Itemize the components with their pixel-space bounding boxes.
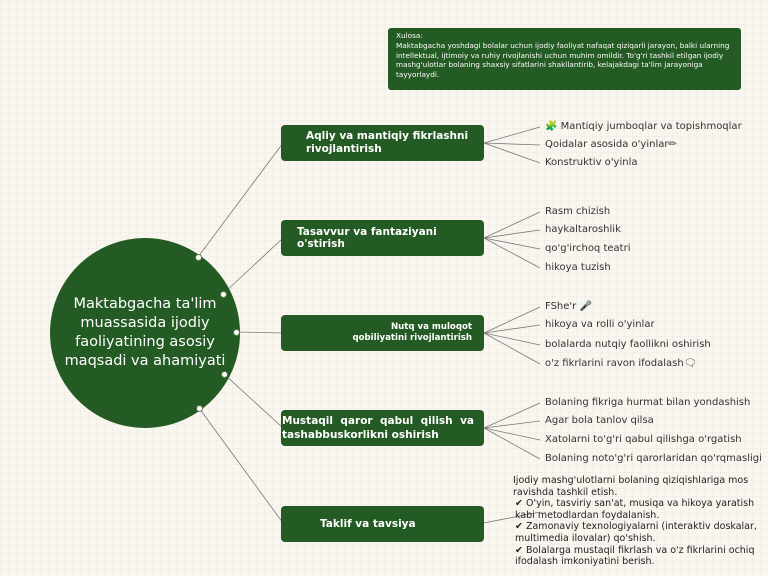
branch-node-recommendations[interactable] — [281, 506, 484, 542]
leaf-item[interactable]: Bolaning noto'g'ri qarorlaridan qo'rqmasligi — [545, 453, 762, 464]
branch-node-speech[interactable] — [281, 315, 484, 351]
connector-b1-leaf — [484, 143, 540, 145]
leaf-item[interactable]: Konstruktiv o'yinla — [545, 157, 638, 168]
branch-label: Nutq va muloqot qobiliyatini rivojlantirish — [352, 322, 472, 343]
recommendation-line: ✔ O'yin, tasviriy san'at, musiqa va hikoya yaratish kabi metodlardan foydalanish. — [515, 498, 755, 521]
summary-box[interactable] — [388, 28, 741, 90]
leaf-item[interactable]: 🧩 Mantiqiy jumboqlar va topishmoqlar — [545, 121, 742, 132]
summary-label: Xulosa: — [396, 31, 423, 40]
connector-b4-leaf — [484, 428, 540, 440]
connector-b3-leaf — [484, 333, 540, 345]
branch-label: Taklif va tavsiya — [320, 518, 416, 530]
connector-b1-leaf — [484, 127, 540, 143]
connector-root-b5 — [199, 408, 283, 523]
connector-b1-leaf — [484, 143, 540, 163]
root-connector-dot — [221, 371, 228, 378]
branch-node-imagination[interactable] — [281, 220, 484, 256]
root-connector-dot — [195, 254, 202, 261]
recommendation-line: ✔ Zamonaviy texnologiyalarni (interaktiv doskalar, multimedia ilovalar) qo'shish. — [515, 521, 757, 544]
recommendation-line: Ijodiy mashg'ulotlarni bolaning qiziqishlariga mos ravishda tashkil etish. — [513, 475, 749, 498]
branch-label: Tasavvur va fantaziyani o'stirish — [297, 226, 437, 250]
connector-b4-leaf — [484, 428, 540, 459]
root-node[interactable] — [50, 238, 240, 428]
connector-root-b4 — [224, 374, 283, 428]
leaf-item[interactable]: o'z fikrlarini ravon ifodalash🗨 — [545, 358, 697, 369]
leaf-item[interactable]: hikoya tuzish — [545, 262, 611, 273]
recommendations-text[interactable] — [513, 475, 763, 568]
leaf-item[interactable]: hikoya va rolli o'yinlar — [545, 319, 655, 330]
connector-b2-leaf — [484, 238, 540, 249]
connector-root-b3 — [236, 332, 283, 333]
branch-node-thinking[interactable] — [281, 125, 484, 161]
connector-b3-leaf — [484, 333, 540, 364]
leaf-item[interactable]: bolalarda nutqiy faollikni oshirish — [545, 339, 711, 350]
root-connector-dot — [233, 329, 240, 336]
root-title: Maktabgacha ta'lim muassasida ijodiy faoliyatining asosiy maqsadi va ahamiyati — [64, 296, 226, 369]
leaf-item[interactable]: Agar bola tanlov qilsa — [545, 415, 654, 426]
root-connector-dot — [220, 291, 227, 298]
branch-node-decision[interactable] — [281, 410, 484, 446]
leaf-item[interactable]: qo'g'irchoq teatri — [545, 243, 631, 254]
leaf-item[interactable]: haykaltaroshlik — [545, 224, 621, 235]
root-connector-dot — [196, 405, 203, 412]
recommendation-line: ✔ Bolalarga mustaqil fikrlash va o'z fikrlarini ochiq ifodalash imkoniyatini berish. — [515, 544, 755, 568]
leaf-item[interactable]: Rasm chizish — [545, 206, 611, 217]
leaf-item[interactable]: Xatolarni to'g'ri qabul qilishga o'rgatish — [545, 434, 742, 445]
leaf-item[interactable]: Qoidalar asosida o'yinlar✏ — [545, 139, 677, 150]
leaf-item[interactable]: FShe'r 🎤 — [545, 301, 592, 312]
branch-label: Aqliy va mantiqiy fikrlashni rivojlantirish — [306, 130, 469, 155]
connector-b2-leaf — [484, 238, 540, 268]
leaf-item[interactable]: Bolaning fikriga hurmat bilan yondashish — [545, 397, 751, 408]
summary-text: Maktabgacha yoshdagi bolalar uchun ijodiy faoliyat nafaqat qiziqarli jarayon, balki ularning intellektual, ijtimoiy va ruhiy rivojlanishi uchun muhim omildir. To'g'ri tashkil etilgan ijodiy mashg'ulotlar bolaning shaxsiy sifatlarini shakllantirib, kelajakdagi ta'lim jarayoniga tayyorlaydi. — [396, 40, 730, 80]
connector-root-b2 — [223, 238, 283, 294]
connector-root-b1 — [198, 143, 283, 257]
branch-label: Mustaqil qaror qabul qilish va tashabbuskorlikni oshirish — [282, 415, 474, 441]
